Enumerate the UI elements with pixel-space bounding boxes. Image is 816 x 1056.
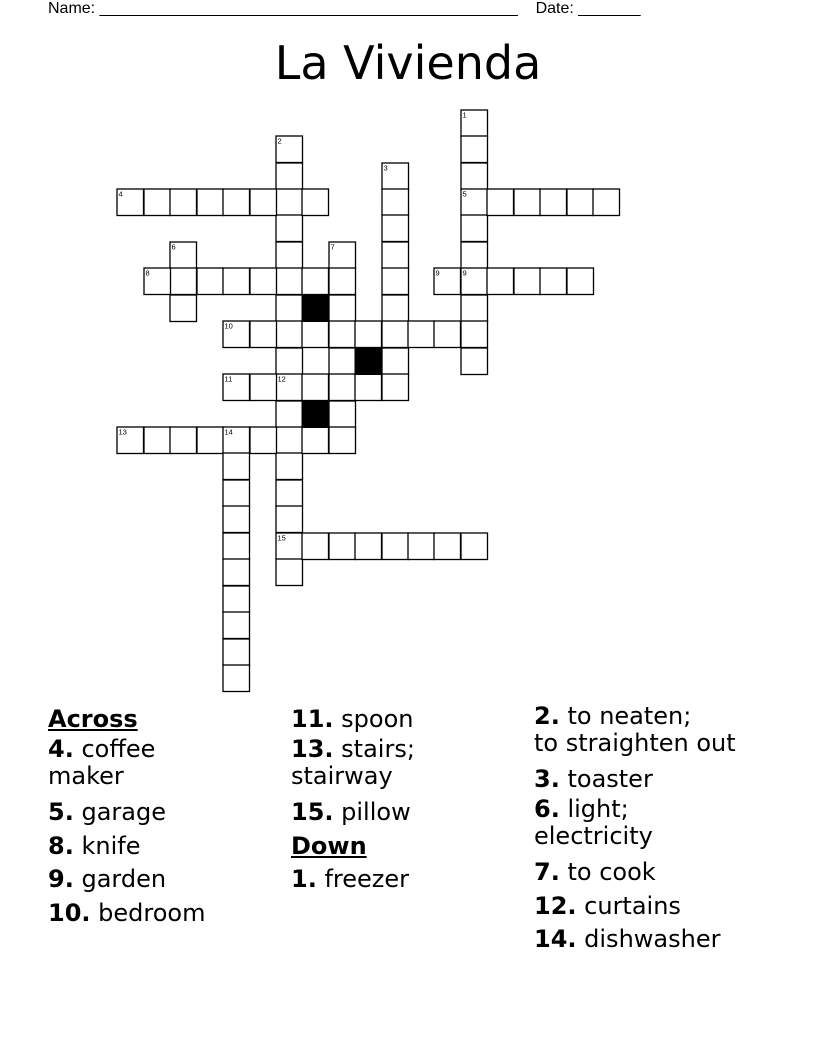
grid-cell[interactable] bbox=[567, 189, 594, 216]
grid-cell[interactable] bbox=[382, 321, 409, 348]
grid-cell[interactable] bbox=[434, 321, 461, 348]
grid-cell[interactable] bbox=[567, 268, 594, 295]
grid-cell[interactable] bbox=[223, 586, 250, 613]
clue-down-1: 1. freezer bbox=[291, 865, 410, 894]
grid-cell[interactable] bbox=[170, 268, 197, 295]
clue-number: 9 bbox=[435, 268, 440, 278]
grid-cell[interactable] bbox=[461, 242, 488, 269]
grid-cell[interactable] bbox=[302, 321, 329, 348]
grid-cell[interactable] bbox=[276, 480, 303, 507]
grid-cell[interactable] bbox=[434, 533, 461, 560]
clue-across-11: 11. spoon bbox=[291, 705, 414, 733]
clue-number: 10 bbox=[224, 321, 233, 331]
grid-cell[interactable] bbox=[408, 321, 435, 348]
black-cell bbox=[302, 295, 329, 322]
grid-cell[interactable] bbox=[276, 189, 303, 216]
clue-down-12: 12. curtains bbox=[534, 891, 681, 920]
grid-cell[interactable] bbox=[540, 189, 567, 216]
grid-cell[interactable] bbox=[276, 453, 303, 480]
clue-down-3: 3. toaster bbox=[534, 765, 653, 793]
clue-down-7: 7. to cook bbox=[534, 858, 656, 887]
clue-number: 9 bbox=[462, 268, 467, 278]
grid-cell[interactable] bbox=[408, 533, 435, 560]
name-date-line: Name: _______________________________________________ Date: _______ bbox=[48, 0, 641, 17]
grid-cell[interactable] bbox=[593, 189, 620, 216]
grid-cell[interactable] bbox=[461, 348, 488, 375]
black-cell bbox=[355, 348, 382, 375]
grid-cell[interactable] bbox=[223, 506, 250, 533]
grid-cell[interactable] bbox=[382, 189, 409, 216]
clue-across-15: 15. pillow bbox=[291, 798, 411, 827]
clue-down-14: 14. dishwasher bbox=[534, 925, 721, 954]
grid-cell[interactable] bbox=[382, 348, 409, 375]
grid-cell[interactable] bbox=[276, 321, 303, 348]
grid-cell[interactable] bbox=[487, 268, 514, 295]
grid-cell[interactable] bbox=[302, 189, 329, 216]
clue-column-3 bbox=[534, 703, 736, 957]
grid-cell[interactable] bbox=[276, 401, 303, 428]
grid-cell[interactable] bbox=[276, 348, 303, 375]
grid-cell[interactable] bbox=[276, 268, 303, 295]
grid-cell[interactable] bbox=[197, 427, 224, 454]
clue-across-10: 10. bedroom bbox=[48, 898, 206, 927]
grid-cell[interactable] bbox=[250, 268, 277, 295]
grid-cell[interactable] bbox=[355, 374, 382, 401]
grid-cell[interactable] bbox=[514, 189, 541, 216]
clue-number: 15 bbox=[277, 533, 286, 543]
grid-cell[interactable] bbox=[276, 506, 303, 533]
grid-cell[interactable] bbox=[170, 189, 197, 216]
clue-number: 7 bbox=[330, 242, 335, 252]
page-title: La Vivienda bbox=[274, 36, 542, 90]
grid-cell[interactable] bbox=[250, 321, 277, 348]
grid-cell[interactable] bbox=[223, 612, 250, 639]
grid-cell[interactable] bbox=[329, 427, 356, 454]
grid-cell[interactable] bbox=[197, 189, 224, 216]
down-heading: Down bbox=[291, 831, 367, 860]
grid-cell[interactable] bbox=[276, 559, 303, 586]
grid-cell[interactable] bbox=[382, 242, 409, 269]
grid-cell[interactable] bbox=[276, 163, 303, 190]
clue-number: 8 bbox=[145, 268, 150, 278]
clue-across-5: 5. garage bbox=[48, 798, 166, 827]
grid-cell[interactable] bbox=[223, 268, 250, 295]
grid-cell[interactable] bbox=[276, 242, 303, 269]
clue-across-9: 9. garden bbox=[48, 865, 167, 894]
grid-cell[interactable] bbox=[223, 639, 250, 666]
grid-cell[interactable] bbox=[382, 295, 409, 322]
grid-cell[interactable] bbox=[382, 215, 409, 242]
grid-cell[interactable] bbox=[250, 427, 277, 454]
clue-number: 1 bbox=[462, 110, 467, 120]
clue-number: 3 bbox=[383, 163, 388, 173]
grid-cell[interactable] bbox=[487, 189, 514, 216]
clue-number: 13 bbox=[118, 427, 127, 437]
grid-cell[interactable] bbox=[144, 189, 171, 216]
clue-number: 6 bbox=[171, 242, 176, 252]
grid-cell[interactable] bbox=[223, 480, 250, 507]
clue-number: 11 bbox=[224, 374, 233, 384]
clue-number: 5 bbox=[462, 189, 467, 199]
grid-cell[interactable] bbox=[382, 533, 409, 560]
grid-cell[interactable] bbox=[276, 215, 303, 242]
grid-cell[interactable] bbox=[223, 189, 250, 216]
grid-cell[interactable] bbox=[223, 665, 250, 692]
grid-cell[interactable] bbox=[250, 374, 277, 401]
grid-cell[interactable] bbox=[197, 268, 224, 295]
grid-cell[interactable] bbox=[276, 427, 303, 454]
across-heading: Across bbox=[48, 705, 138, 733]
grid-cell[interactable] bbox=[302, 427, 329, 454]
clue-number: 4 bbox=[118, 189, 123, 199]
clue-number: 12 bbox=[277, 374, 286, 384]
grid-cell[interactable] bbox=[514, 268, 541, 295]
grid-cell[interactable] bbox=[223, 453, 250, 480]
grid-cell[interactable] bbox=[223, 533, 250, 560]
grid-cell[interactable] bbox=[382, 268, 409, 295]
clue-down-2: 2. to neaten; to straighten out bbox=[534, 702, 736, 757]
grid-cell[interactable] bbox=[302, 374, 329, 401]
grid-cell[interactable] bbox=[329, 401, 356, 428]
clue-number: 2 bbox=[277, 136, 282, 146]
grid-cell[interactable] bbox=[329, 348, 356, 375]
grid-cell[interactable] bbox=[329, 374, 356, 401]
grid-cell[interactable] bbox=[355, 533, 382, 560]
grid-cell[interactable] bbox=[276, 295, 303, 322]
clue-number: 14 bbox=[224, 427, 233, 437]
black-cell bbox=[302, 401, 329, 428]
grid-cell[interactable] bbox=[461, 215, 488, 242]
clue-column-1 bbox=[48, 703, 205, 930]
clue-across-13: 13. stairs; stairway bbox=[291, 735, 415, 791]
grid-cell[interactable] bbox=[461, 295, 488, 322]
grid-cell[interactable] bbox=[223, 559, 250, 586]
clue-across-4: 4. coffee maker bbox=[48, 735, 156, 791]
grid-cell[interactable] bbox=[461, 163, 488, 190]
grid-cell[interactable] bbox=[144, 427, 171, 454]
grid-cell[interactable] bbox=[329, 295, 356, 322]
grid-cell[interactable] bbox=[329, 268, 356, 295]
grid-cell[interactable] bbox=[329, 321, 356, 348]
grid-cell[interactable] bbox=[540, 268, 567, 295]
grid-cell[interactable] bbox=[329, 533, 356, 560]
grid-cell[interactable] bbox=[302, 268, 329, 295]
grid-cell[interactable] bbox=[461, 533, 488, 560]
clue-column-2 bbox=[291, 703, 415, 897]
clue-down-6: 6. light; electricity bbox=[534, 795, 653, 851]
grid-cell[interactable] bbox=[355, 321, 382, 348]
grid-cell[interactable] bbox=[170, 427, 197, 454]
grid-cell[interactable] bbox=[170, 295, 197, 322]
clue-across-8: 8. knife bbox=[48, 831, 141, 860]
grid-cell[interactable] bbox=[461, 136, 488, 163]
grid-cell[interactable] bbox=[382, 374, 409, 401]
grid-cell[interactable] bbox=[250, 189, 277, 216]
grid-cell[interactable] bbox=[302, 533, 329, 560]
grid-cell[interactable] bbox=[461, 321, 488, 348]
